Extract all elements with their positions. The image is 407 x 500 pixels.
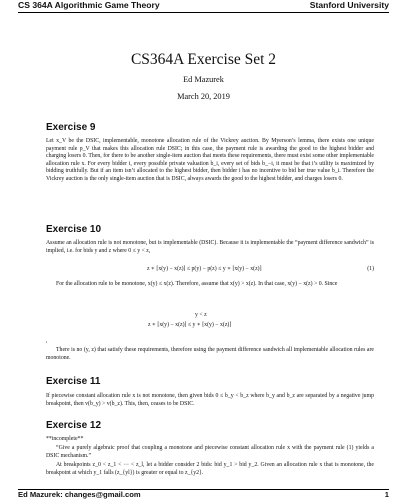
exercise-9-heading: Exercise 9 <box>46 122 96 133</box>
exercise-12-heading: Exercise 12 <box>46 420 102 431</box>
trailing-comma: , <box>46 338 48 344</box>
equation-number: (1) <box>367 266 374 272</box>
exercise-11-body: If piecewise constant allocation rule x is not monotone, then given bids 0 ≤ b_y < b_z where b_y and b_z are separated by a negative jump breakpoint, then v(b_y) > v(b_z). This, then, ceases to be DSIC. <box>46 393 374 407</box>
document-author: Ed Mazurek <box>183 75 224 84</box>
running-header <box>18 0 389 13</box>
document-date: March 20, 2019 <box>177 92 230 101</box>
page-number: 1 <box>384 490 389 499</box>
exercise-9-body: Let x_V be the DSIC, implementable, monotone allocation rule of the Vickrey auction. By Myerson’s lemma, there exists one unique payment rule p_V that makes this allocation rule DSIC; in this case, the payment rule is awarding the good to the highest bidder and charging losers 0. Then, for there to be another single-item auction that meets these requirements, there must exist some other implementable allocation rule x. For every bidder i, every possible private valuation b_i, every set of bids b_−i, it must be that i’s utility is maximized by bidding truthfully. But if an item isn’t allocated to the highest bidder, then bidder i has no incentive to bid her true value b_i. Therefore the Vickrey auction is the only single-item auction that is DSIC, always awards the good to the highest bidder, and charges losers 0. <box>46 138 374 182</box>
inequality-top-row: y < z <box>195 312 207 318</box>
exercise-11-heading: Exercise 11 <box>46 376 101 387</box>
exercise-10-paragraph-2: For the allocation rule to be monotone, x(y) ≤ x(z). Therefore, assume that x(y) > x(z). In that case, x(y) − x(z) > 0. Since <box>56 281 338 287</box>
header-university: Stanford University <box>309 0 389 10</box>
exercise-12-paragraph: At breakpoints z_0 < z_1 < ··· < z_l, let a bidder consider 2 bids: bid y_1 > bid y_2. Given an allocation rule x that is monotone, the breakpoint at which y_1 falls (z_{yl}) is greater or equal to z_{y2}. <box>46 462 374 476</box>
exercise-12-quote: “Give a purely algebraic proof that coupling a monotone and piecewise constant allocation rule x with the payment rule (1) yields a DSIC mechanism.” <box>46 445 374 459</box>
payment-sandwich-equation: z ∗ [x(y) − x(z)] ≤ p(y) − p(z) ≤ y ∗ [x(y) − x(z)] <box>147 266 262 272</box>
page-footer <box>18 489 389 500</box>
exercise-10-paragraph-3: There is no (y, z) that satisfy these requirements, therefore using the payment difference sandwich all implementable allocation rules are monotone. <box>46 347 374 361</box>
document-title: CS364A Exercise Set 2 <box>130 51 277 68</box>
exercise-10-heading: Exercise 10 <box>46 224 102 235</box>
header-course: CS 364A Algorithmic Game Theory <box>18 0 160 10</box>
exercise-10-paragraph-1: Assume an allocation rule is not monotone, but is implementable (DSIC). Because it is implementable the “payment difference sandwich” is implied, i.e. for bids y and z where 0 ≤ y < z, <box>46 240 374 254</box>
footer-author-email: Ed Mazurek: changes@gmail.com <box>18 490 141 499</box>
incomplete-note: **incomplete** <box>46 436 84 442</box>
inequality-bottom-row: z ∗ [x(y) − x(z)] ≤ y ∗ [x(y) − x(z)] <box>148 322 232 328</box>
